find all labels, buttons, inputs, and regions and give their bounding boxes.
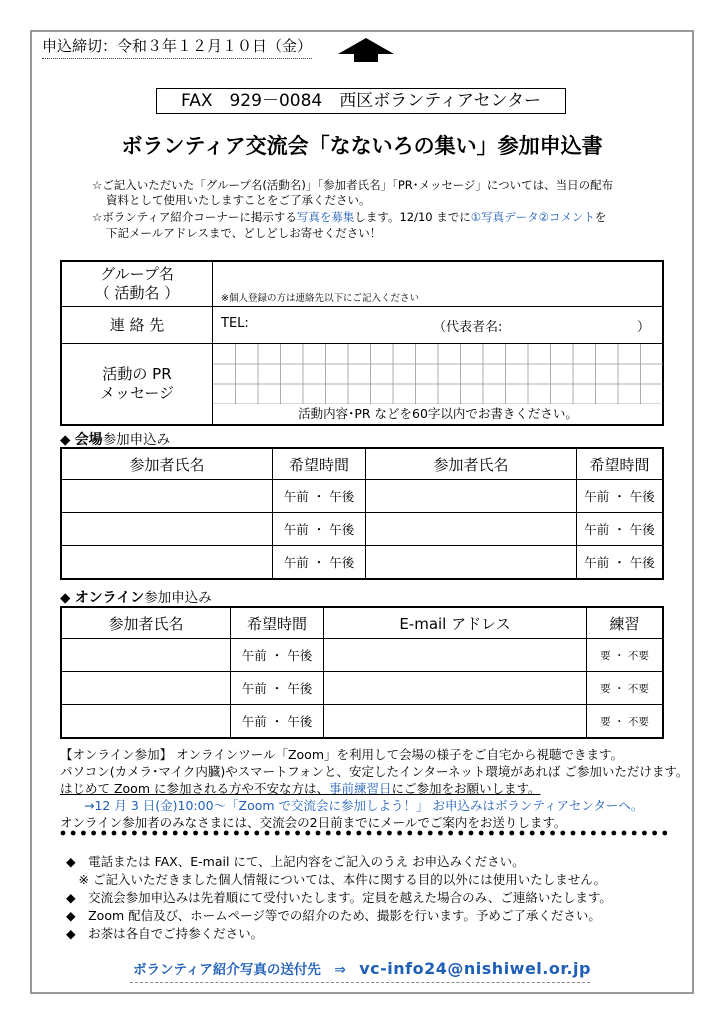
online-heading-rest: 参加申込み xyxy=(144,590,212,606)
bullet-3: ◆ Zoom 配信及び、ホームページ等での紹介のため、撮影を行います。予めご了承ください。 xyxy=(66,908,601,923)
venue-time-select[interactable]: 午前 ・ 午後 xyxy=(273,513,366,546)
group-label: グループ名 xyxy=(100,265,174,283)
venue-heading-rest: 参加申込み xyxy=(102,432,171,448)
pr-label: 活動の PR xyxy=(102,365,172,383)
rep-close: ） xyxy=(637,320,651,335)
group-hint: ※個人登録の方は連絡先以下にご記入ください xyxy=(221,293,419,304)
group-label-sub: （ 活動名 ） xyxy=(94,284,180,302)
tel-label: TEL: xyxy=(221,316,249,331)
online-info-3a: はじめて Zoom に参加される方や不安な方は、 xyxy=(60,781,329,796)
online-practice-select[interactable]: 要 ・ 不要 xyxy=(587,672,664,705)
venue-name-input[interactable] xyxy=(61,480,273,513)
dotted-divider xyxy=(60,830,674,836)
bullet-1-note: ※ ご記入いただきました個人情報については、本件に関する目的以外には使用いたしません。 xyxy=(66,872,606,887)
venue-col-name-1: 参加者氏名 xyxy=(61,448,273,480)
fax-box: FAX 929－0084 西区ボランティアセンター xyxy=(156,88,566,114)
venue-time-select[interactable]: 午前 ・ 午後 xyxy=(577,513,664,546)
note-line-2: 資料として使用いたしますことをご了承ください。 xyxy=(106,193,371,207)
up-arrow-icon xyxy=(338,38,394,62)
online-name-input[interactable] xyxy=(61,672,231,705)
online-time-select[interactable]: 午前 ・ 午後 xyxy=(231,639,324,672)
send-underline xyxy=(130,982,590,983)
venue-time-select[interactable]: 午前 ・ 午後 xyxy=(273,480,366,513)
venue-time-select[interactable]: 午前 ・ 午後 xyxy=(273,546,366,580)
venue-time-select[interactable]: 午前 ・ 午後 xyxy=(577,546,664,580)
online-info-3b: 事前練習日 xyxy=(328,781,392,796)
note-3d: ①写真データ②コメント xyxy=(470,210,595,224)
send-to xyxy=(0,958,724,978)
venue-name-input[interactable] xyxy=(366,513,577,546)
group-label-cell xyxy=(61,261,213,307)
bullet-list xyxy=(66,853,612,943)
send-label: ボランティア紹介写真の送付先 ⇒ xyxy=(133,962,360,978)
note-line-3 xyxy=(92,210,606,225)
venue-name-input[interactable] xyxy=(61,513,273,546)
online-name-input[interactable] xyxy=(61,639,231,672)
online-email-input[interactable] xyxy=(324,639,587,672)
bullet-2: ◆ 交流会参加申込みは先着順にて受付いたします。定員を越えた場合のみ、ご連絡いたします。 xyxy=(66,890,612,905)
online-time-select[interactable]: 午前 ・ 午後 xyxy=(231,672,324,705)
deadline-text: 申込締切：令和３年１２月１０日（金） xyxy=(42,36,312,59)
online-info-3c: にご参加をお願いします。 xyxy=(391,781,541,796)
pr-label-cell xyxy=(61,344,213,426)
online-col-name: 参加者氏名 xyxy=(61,607,231,639)
online-info-4: →12 月 3 日(金)10:00～「Zoom で交流会に参加しよう！」 お申込みはボランティアセンターへ。 xyxy=(84,798,644,813)
online-practice-select[interactable]: 要 ・ 不要 xyxy=(587,639,664,672)
online-practice-select[interactable]: 要 ・ 不要 xyxy=(587,705,664,739)
note-3e: を xyxy=(594,210,607,224)
online-col-time: 希望時間 xyxy=(231,607,324,639)
note-line-4: 下記メールアドレスまで、どしどしお寄せください！ xyxy=(106,226,382,240)
pr-message-input[interactable] xyxy=(213,344,664,426)
pr-hint: 活動内容･PR などを60字以内でお書きください。 xyxy=(298,406,578,421)
online-col-email: E-mail アドレス xyxy=(324,607,587,639)
contact-label: 連 絡 先 xyxy=(61,307,213,344)
pr-character-grid xyxy=(213,344,663,404)
online-info xyxy=(60,746,688,831)
venue-col-time-1: 希望時間 xyxy=(273,448,366,480)
pr-label-sub: メッセージ xyxy=(99,384,175,402)
bullet-4: ◆ お茶は各自でご持参ください。 xyxy=(66,926,264,941)
send-email-link[interactable]: vc-info24@nishiwel.or.jp xyxy=(359,959,591,978)
note-3c: します。12/10 までに xyxy=(354,210,471,224)
venue-section-heading: ◆ 会場参加申込み xyxy=(60,432,171,448)
online-info-5: オンライン参加者のみなさまには、交流会の2日前までにメールでご案内をお送りします。 xyxy=(60,815,567,830)
contact-input[interactable] xyxy=(213,307,664,344)
online-time-select[interactable]: 午前 ・ 午後 xyxy=(231,705,324,739)
page-title: ボランティア交流会「なないろの集い」参加申込書 xyxy=(121,134,603,158)
venue-table xyxy=(60,447,664,580)
online-info-2: パソコン(カメラ･マイク内臓)やスマートフォンと、安定したインターネット環境があれば ご参加いただけます。 xyxy=(60,764,689,779)
rep-label: （代表者名: xyxy=(433,320,503,335)
note-3b: 写真を募集 xyxy=(296,210,355,224)
venue-heading-bold: 会場 xyxy=(74,432,103,448)
online-email-input[interactable] xyxy=(324,672,587,705)
online-info-3 xyxy=(60,780,688,797)
online-section-heading: ◆ オンライン参加申込み xyxy=(60,590,212,606)
bullet-1: ◆ 電話または FAX、E-mail にて、上記内容をご記入のうえ お申込みください。 xyxy=(66,854,525,869)
venue-time-select[interactable]: 午前 ・ 午後 xyxy=(577,480,664,513)
online-email-input[interactable] xyxy=(324,705,587,739)
group-info-table xyxy=(60,260,664,426)
online-col-practice: 練習 xyxy=(587,607,664,639)
venue-name-input[interactable] xyxy=(366,546,577,580)
group-name-input[interactable] xyxy=(213,261,664,307)
venue-col-name-2: 参加者氏名 xyxy=(366,448,577,480)
online-info-1: 【オンライン参加】 オンラインツール「Zoom」を利用して会場の様子をご自宅から視聴できます。 xyxy=(60,747,624,762)
venue-name-input[interactable] xyxy=(366,480,577,513)
online-heading-bold: オンライン xyxy=(74,590,145,606)
venue-name-input[interactable] xyxy=(61,546,273,580)
note-3a: ☆ボランティア紹介コーナーに掲示する xyxy=(92,210,297,224)
online-table xyxy=(60,606,664,739)
note-line-1: ☆ご記入いただいた「グループ名(活動名)」「参加者氏名」「PR･メッセージ」については、当日の配布 xyxy=(92,178,614,192)
online-name-input[interactable] xyxy=(61,705,231,739)
venue-col-time-2: 希望時間 xyxy=(577,448,664,480)
